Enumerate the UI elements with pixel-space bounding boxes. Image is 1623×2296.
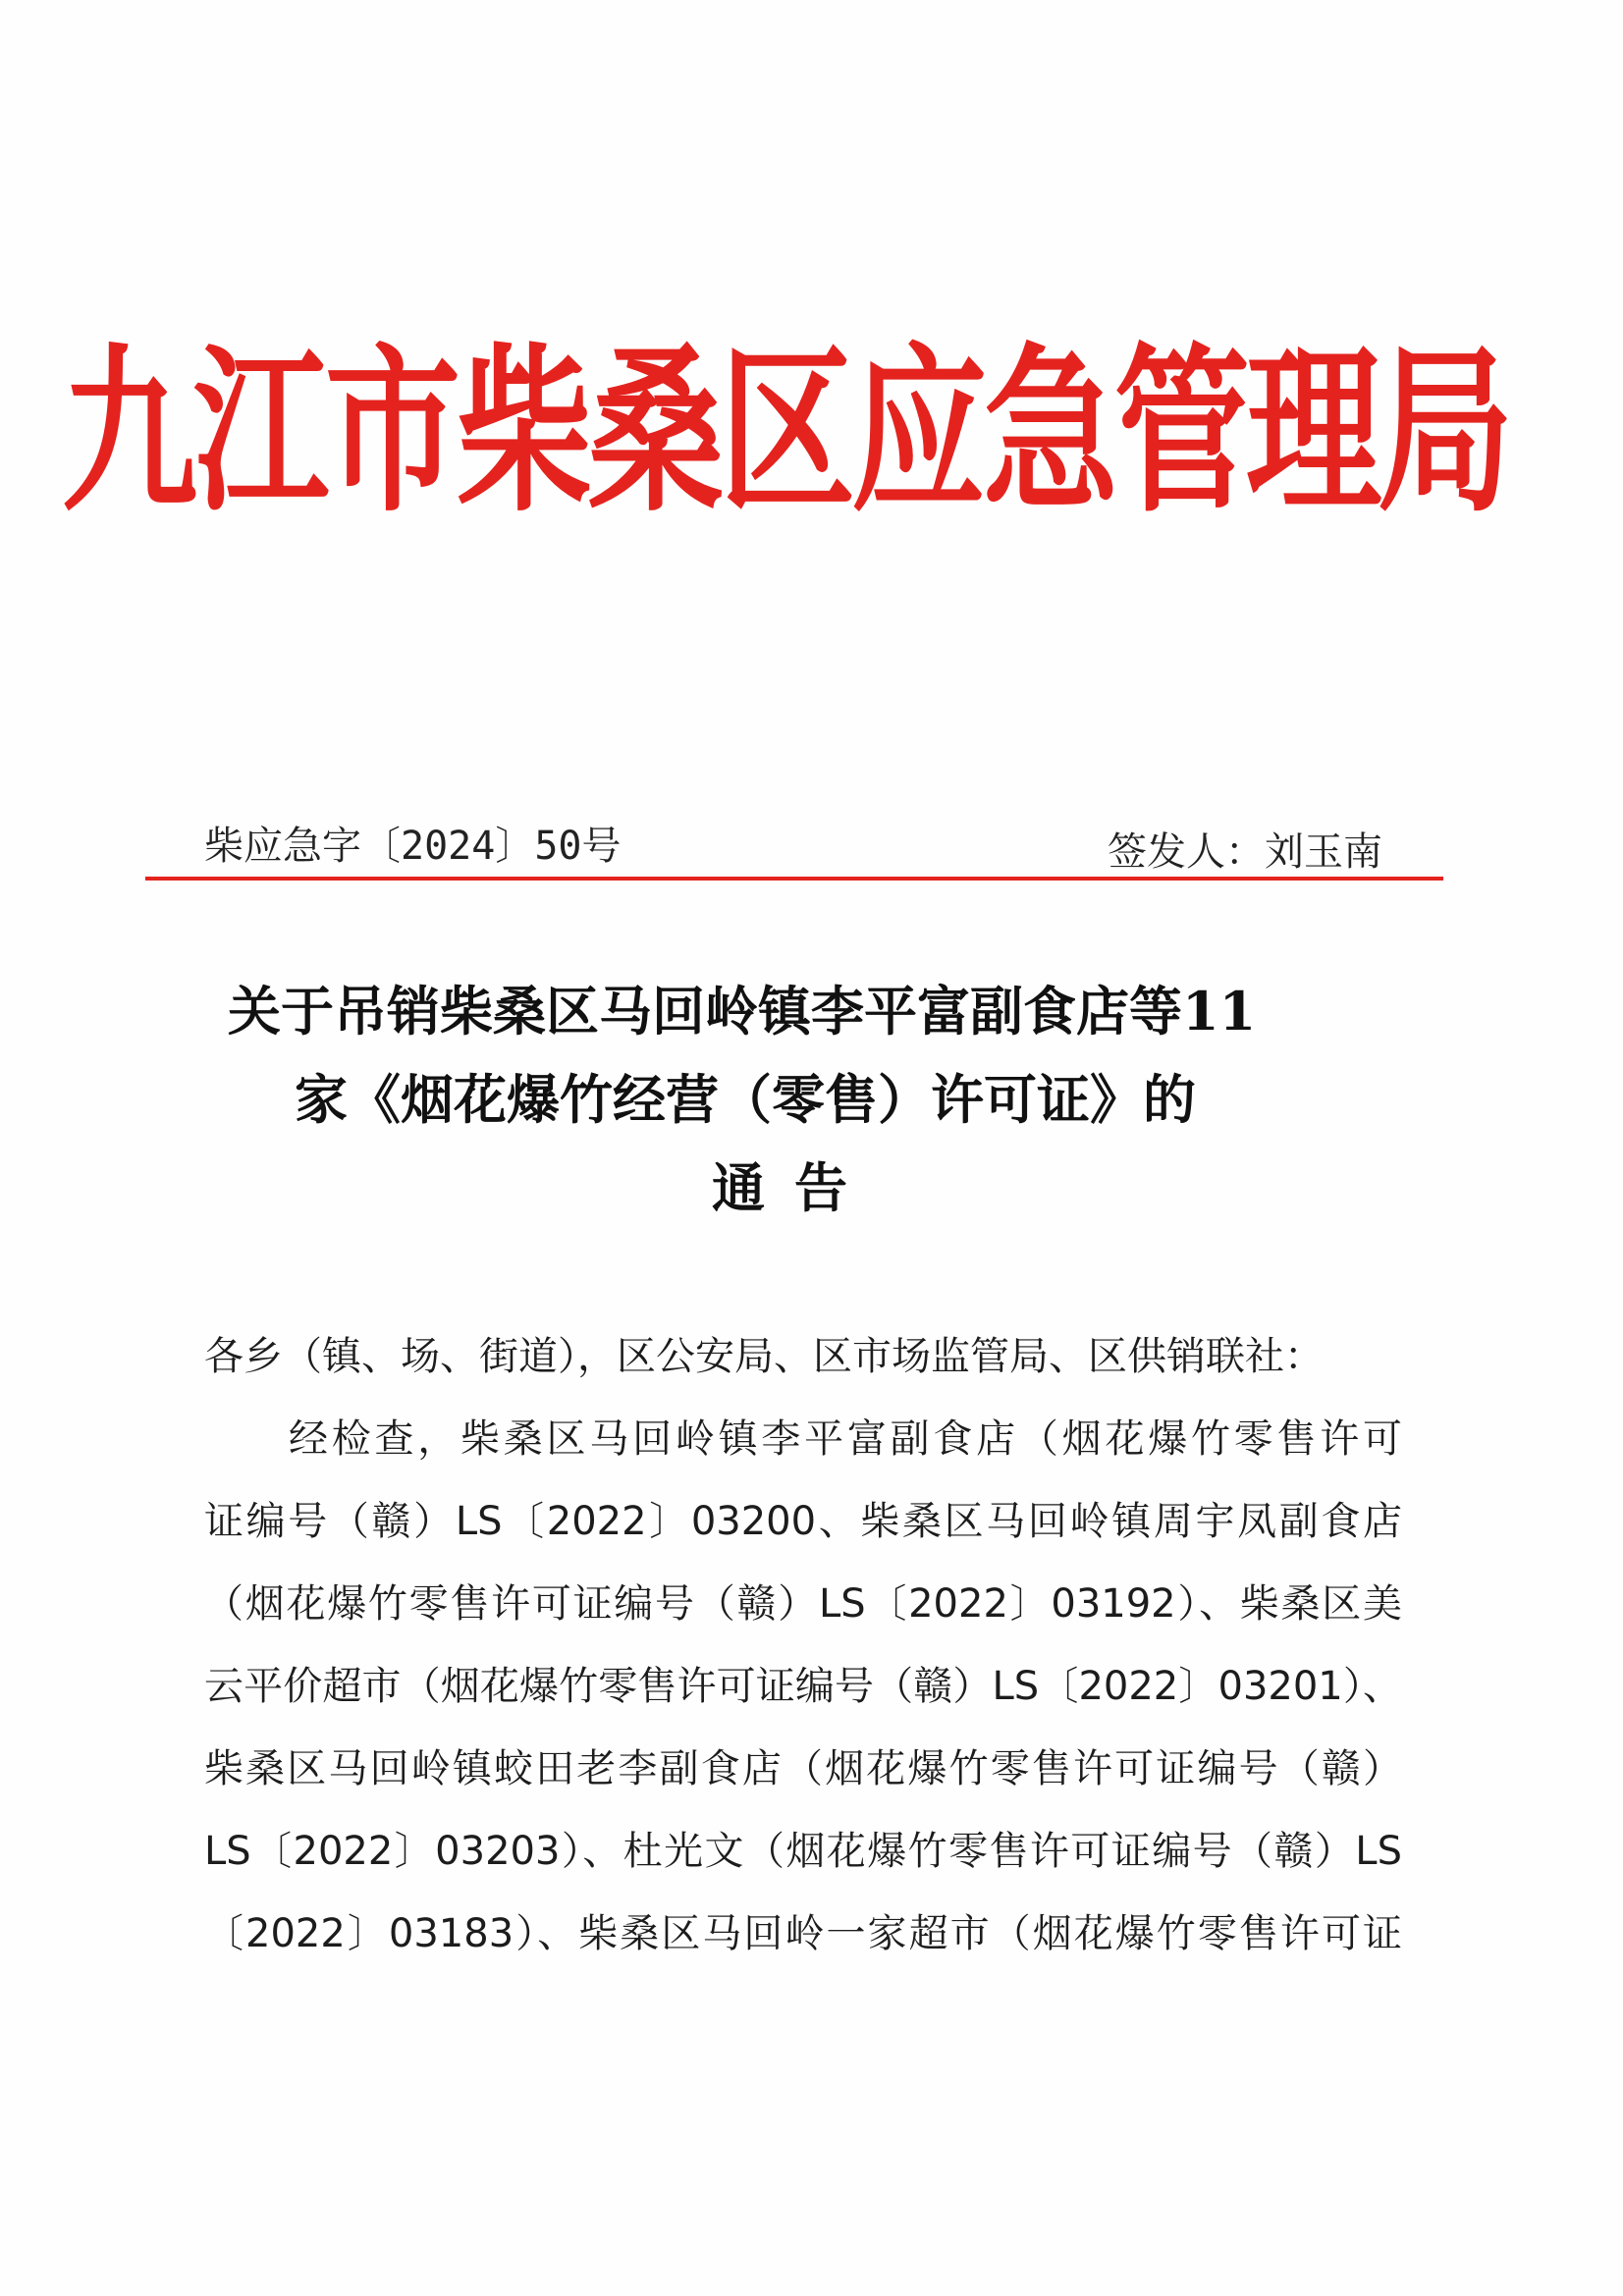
salutation: 各乡（镇、场、街道），区公安局、区市场监管局、区供销联社： xyxy=(204,1334,1324,1379)
title-line-1: 关于吊销柴桑区马回岭镇李平富副食店等11 xyxy=(228,980,1257,1042)
body-line: LS〔2022〕03203）、杜光文（烟花爆竹零售许可证编号（赣）LS xyxy=(204,1829,1402,1874)
agency-header: 九江市柴桑区应急管理局 xyxy=(62,327,1510,537)
body-line: 经检查，柴桑区马回岭镇李平富副食店（烟花爆竹零售许可 xyxy=(289,1416,1402,1462)
body-line: 〔2022〕03183）、柴桑区马回岭一家超市（烟花爆竹零售许可证 xyxy=(204,1911,1402,1956)
body-line: （烟花爆竹零售许可证编号（赣）LS〔2022〕03192）、柴桑区美 xyxy=(204,1581,1402,1627)
body-line: 证编号（赣）LS〔2022〕03200、柴桑区马回岭镇周宇凤副食店 xyxy=(204,1499,1402,1544)
document-number: 柴应急字〔2024〕50号 xyxy=(204,824,622,869)
document-title xyxy=(157,967,1434,1232)
title-line-2: 家《烟花爆竹经营（零售）许可证》的 xyxy=(295,1068,1196,1131)
body-line: 柴桑区马回岭镇蛟田老李副食店（烟花爆竹零售许可证编号（赣） xyxy=(204,1746,1402,1791)
red-divider xyxy=(145,877,1443,881)
document-meta xyxy=(204,815,1382,874)
body-line: 云平价超市（烟花爆竹零售许可证编号（赣）LS〔2022〕03201）、 xyxy=(204,1664,1402,1709)
signer: 签发人：刘玉南 xyxy=(1108,829,1382,875)
document-body xyxy=(204,1315,1402,1975)
title-line-3: 通告 xyxy=(712,1156,877,1219)
